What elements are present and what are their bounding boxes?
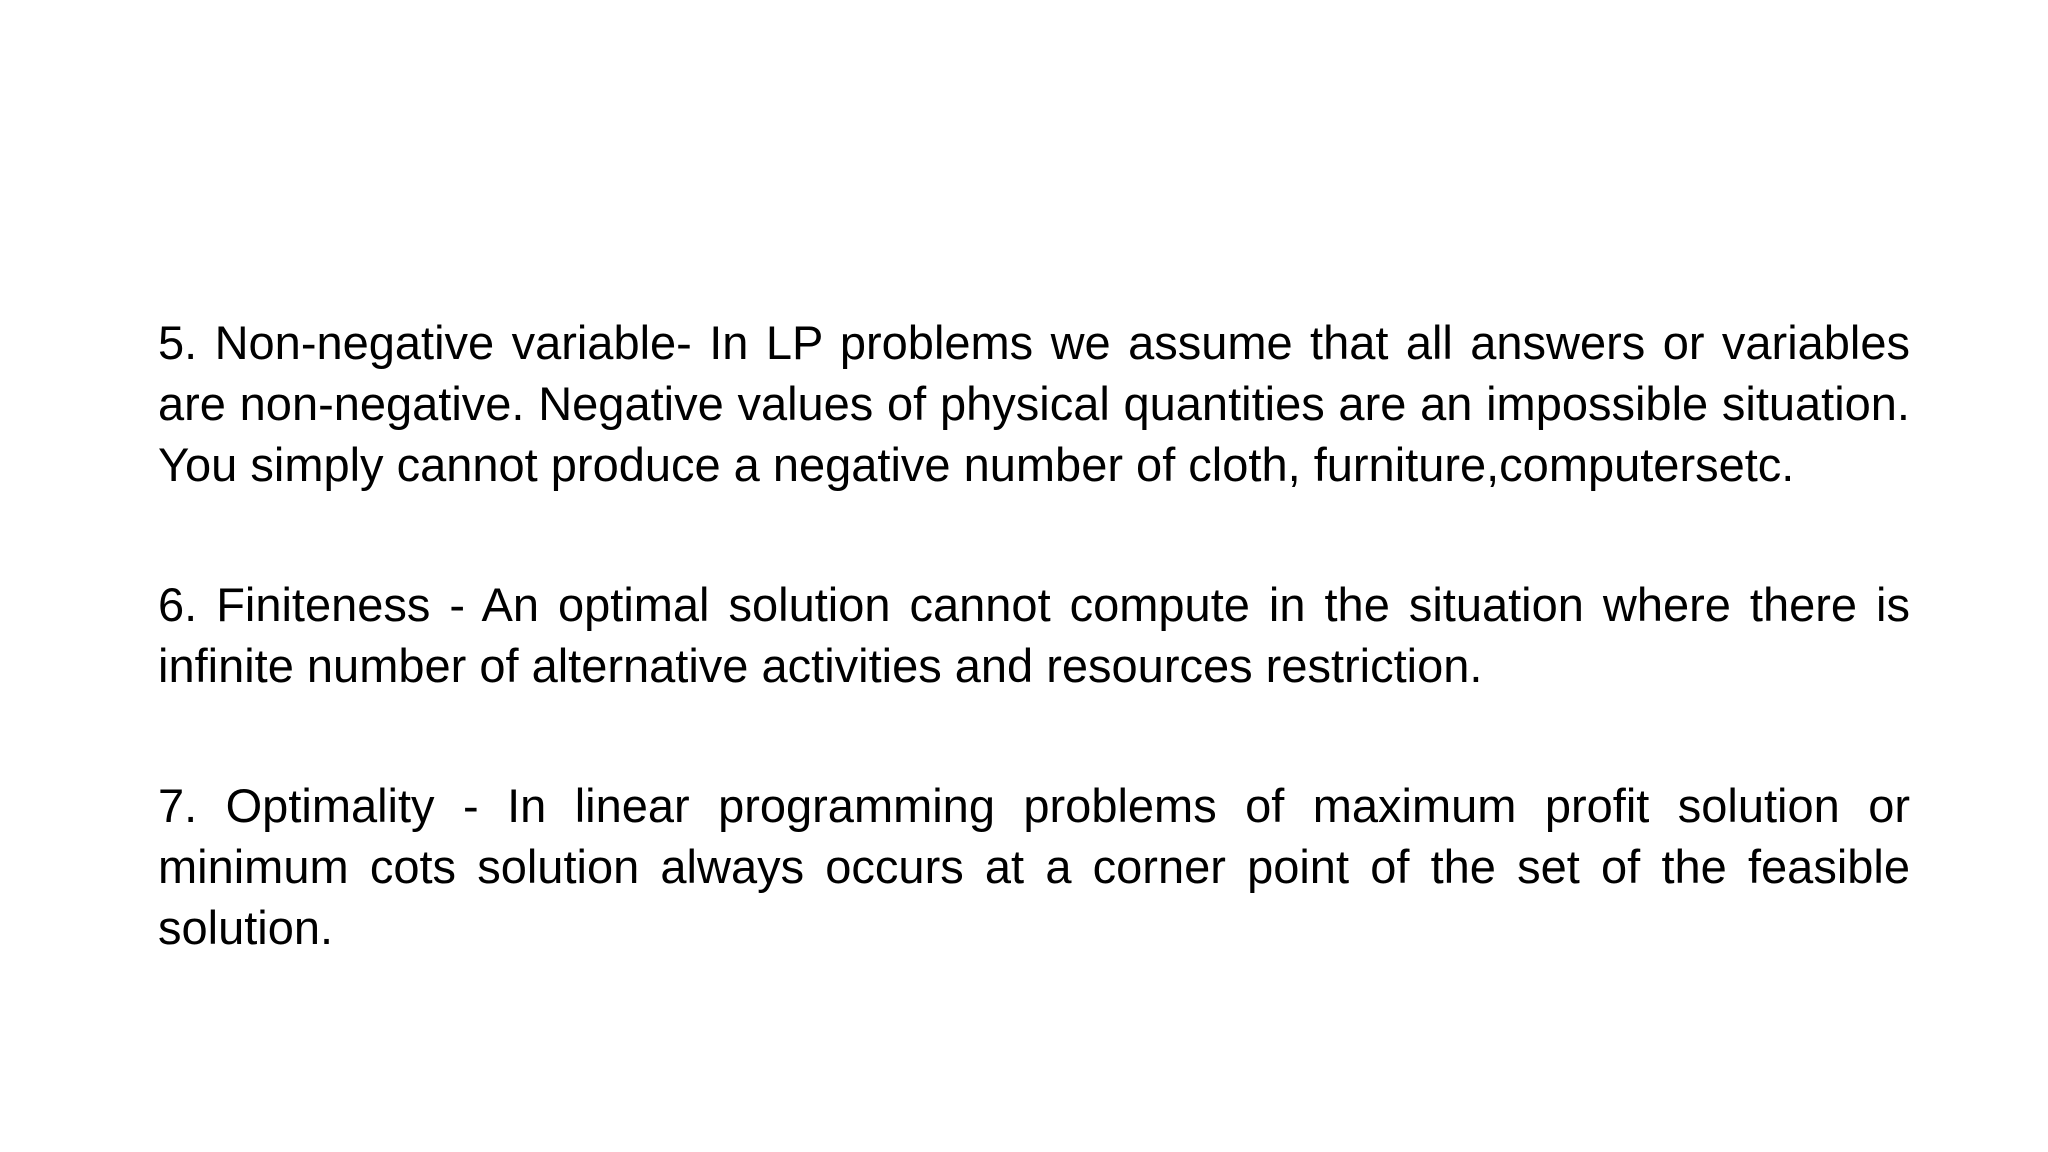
paragraph-finiteness: 6. Finiteness - An optimal solution cannot compute in the situation where there is infinite number of alternative activities and resources restriction.	[158, 578, 1910, 692]
slide-body	[158, 312, 1910, 958]
paragraph-optimality: 7. Optimality - In linear programming problems of maximum profit solution or minimum cots solution always occurs at a corner point of the set of the feasible solution.	[158, 779, 1910, 954]
paragraph-non-negative-variable: 5. Non-negative variable- In LP problems we assume that all answers or variables are non-negative. Negative values of physical quantities are an impossible situation. You simply cannot produce a negative number of cloth, furniture,computersetc.	[158, 316, 1910, 491]
